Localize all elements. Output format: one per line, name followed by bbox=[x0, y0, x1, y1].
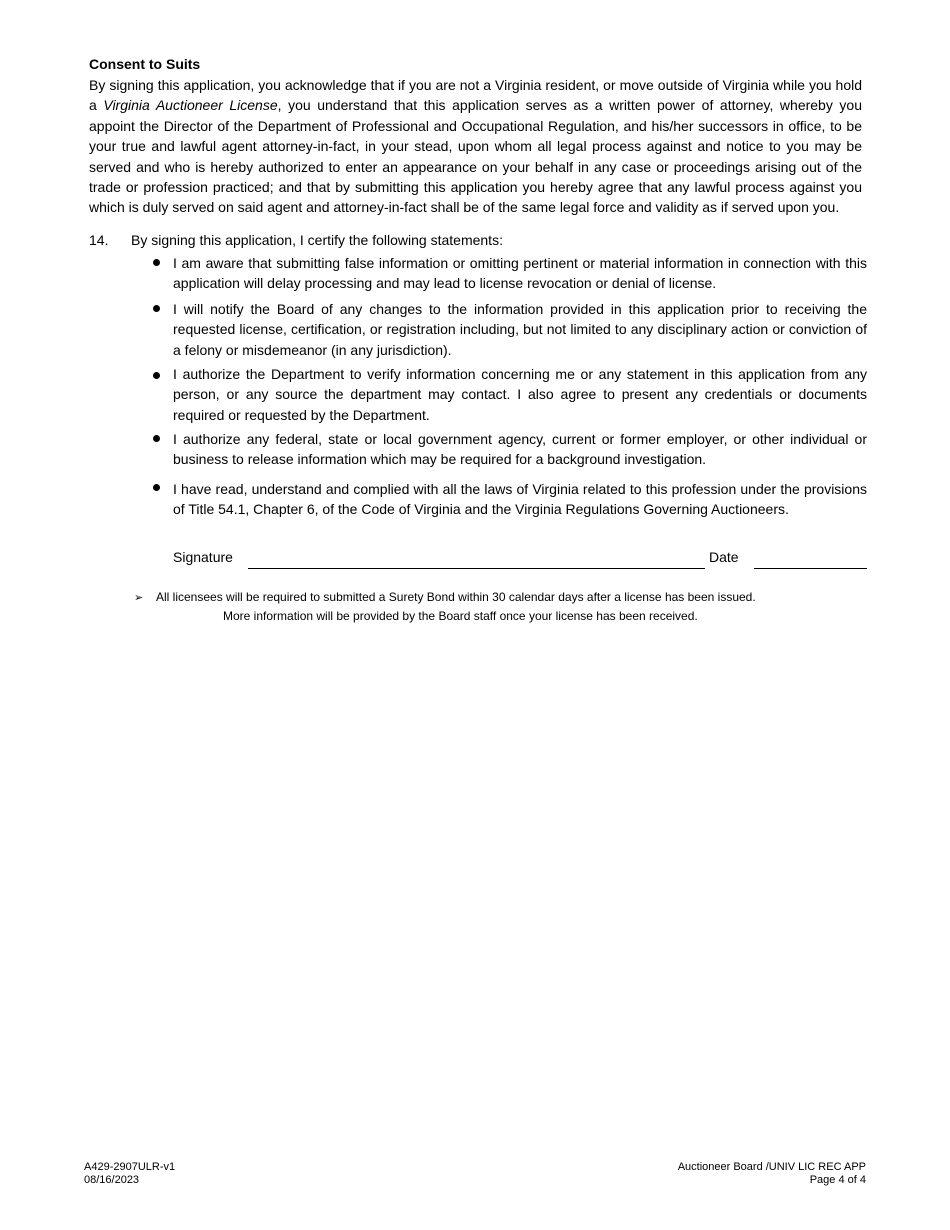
page-number: Page 4 of 4 bbox=[809, 1174, 866, 1186]
consent-license-name: Virginia Auctioneer License bbox=[103, 97, 278, 114]
footer-left bbox=[84, 1161, 175, 1187]
board-name: Auctioneer Board /UNIV LIC REC APP bbox=[677, 1161, 866, 1173]
arrow-bullet-icon: ➢ bbox=[134, 592, 144, 604]
date-label: Date bbox=[709, 549, 739, 565]
date-field[interactable] bbox=[754, 568, 867, 569]
consent-text-1: By signing this application, you acknowledge that if you are not a Virginia resident, or move outside of Virginia while you hold a bbox=[89, 77, 862, 114]
bullet-icon bbox=[153, 372, 160, 379]
signature-label: Signature bbox=[173, 549, 233, 565]
bullet-icon bbox=[153, 259, 160, 266]
statement-5: I have read, understand and complied with all the laws of Virginia related to this profession under the provisions of Title 54.1, Chapter 6, of the Code of Virginia and the Virginia Regulations Governing Auctioneers. bbox=[173, 481, 867, 518]
footer-right bbox=[678, 1161, 866, 1187]
consent-text-2: , you understand that this application serves as a written power of attorney, whereby you appoint the Director of the Department of Professional and Occupational Regulation, and his/her successors in office, to be your true and lawful agent attorney-in-fact, in your stead, upon whom all legal process against and notice to you may be served and who is hereby authorized to enter an appearance on your behalf in any case or proceedings arising out of the trade or profession practiced; and that by submitting this application you hereby agree that any lawful process against you which is duly served on said agent and attorney-in-fact shall be of the same legal force and validity as if served upon you. bbox=[89, 97, 862, 216]
bullet-icon bbox=[153, 435, 160, 442]
statement-1: I am aware that submitting false information or omitting pertinent or material information in connection with this application will delay processing and may lead to license revocation or denial of license. bbox=[173, 255, 867, 292]
item-intro: By signing this application, I certify the following statements: bbox=[131, 232, 503, 248]
signature-field[interactable] bbox=[248, 568, 705, 569]
consent-title: Consent to Suits bbox=[89, 56, 201, 72]
statement-4: I authorize any federal, state or local government agency, current or former employer, or other individual or business to release information which may be required for a background investigation. bbox=[173, 431, 867, 468]
bullet-icon bbox=[153, 305, 160, 312]
surety-bond-note: All licensees will be required to submitted a Surety Bond within 30 calendar days after a license has been issued. bbox=[156, 590, 756, 604]
consent-paragraph bbox=[89, 75, 862, 218]
form-date: 08/16/2023 bbox=[84, 1174, 140, 1186]
form-id: A429-2907ULR-v1 bbox=[84, 1161, 176, 1173]
surety-bond-note-detail: More information will be provided by the Board staff once your license has been received. bbox=[223, 609, 698, 623]
item-number: 14. bbox=[89, 232, 109, 248]
bullet-icon bbox=[153, 484, 160, 491]
statement-3: I authorize the Department to verify information concerning me or any statement in this application from any person, or any source the department may contact. I also agree to present any credentials or documents required or requested by the Department. bbox=[173, 366, 867, 423]
statement-2: I will notify the Board of any changes to the information provided in this application prior to receiving the requested license, certification, or registration including, but not limited to any disciplinary action or conviction of a felony or misdemeanor (in any jurisdiction). bbox=[173, 301, 867, 358]
